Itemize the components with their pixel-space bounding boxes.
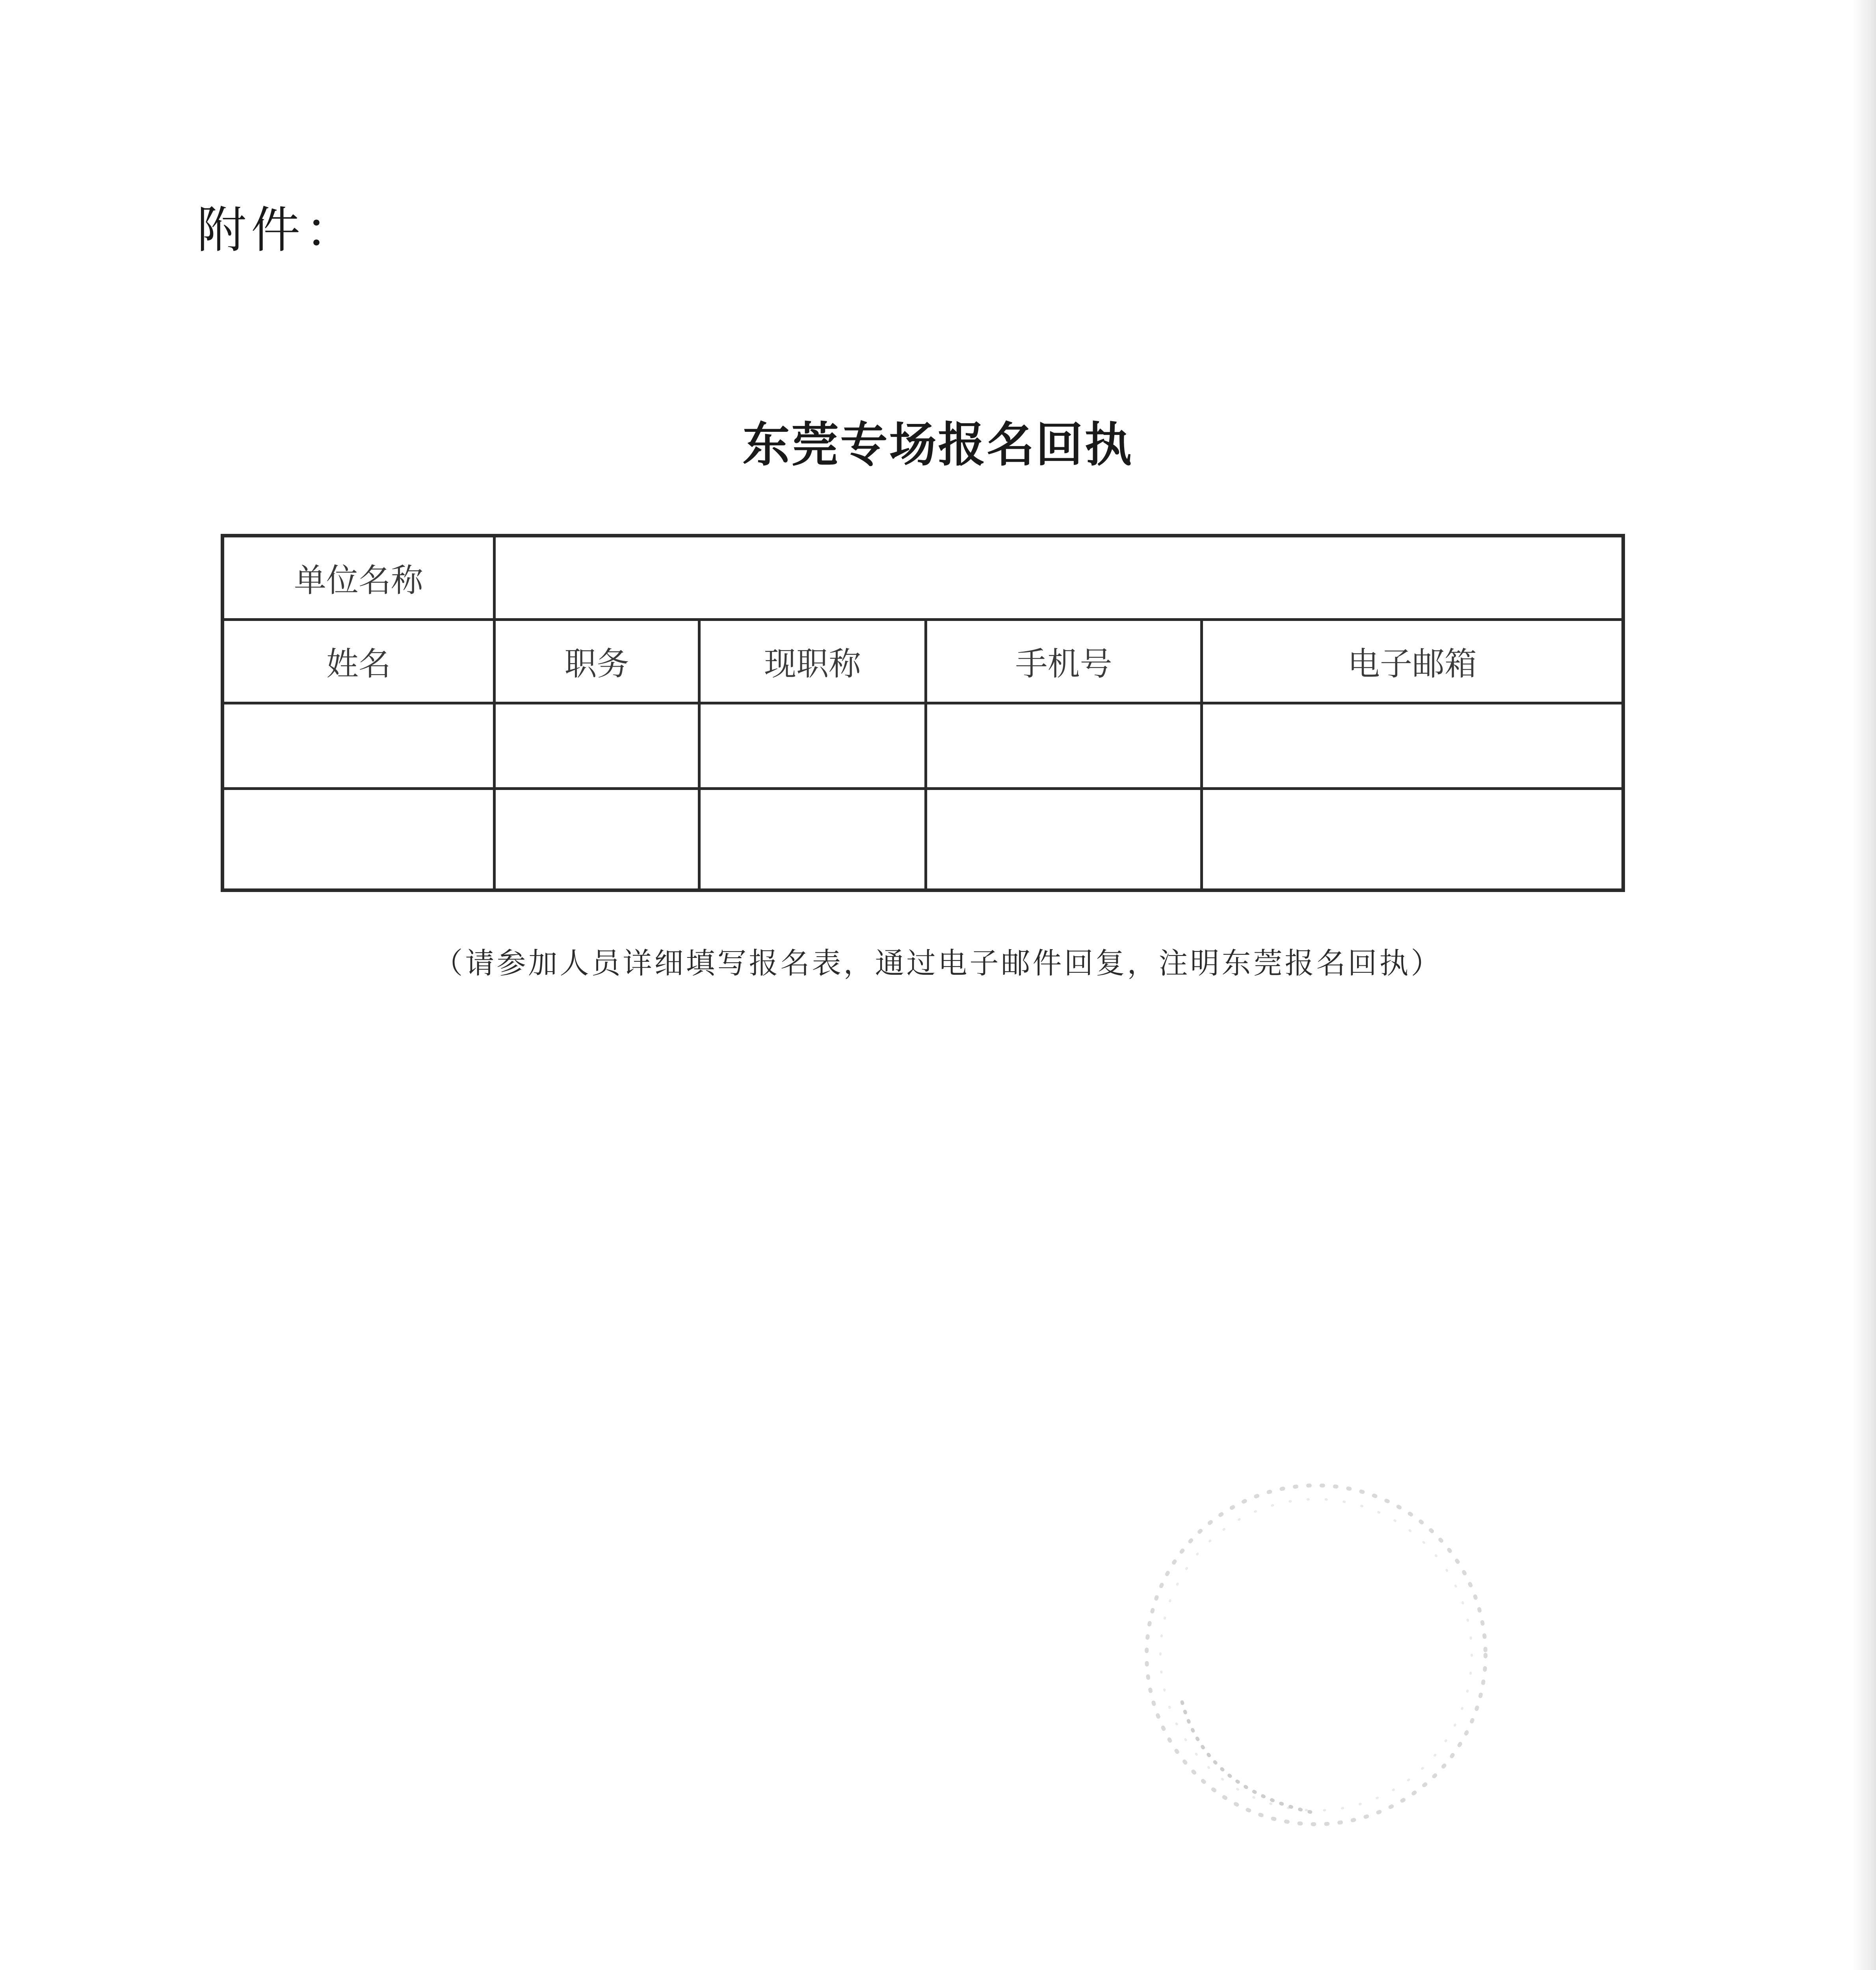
email-cell[interactable] [1202, 789, 1623, 890]
position-cell[interactable] [495, 703, 699, 789]
form-instruction-note: （请参加人员详细填写报名表，通过电子邮件回复，注明东莞报名回执） [433, 946, 1443, 980]
table-row-unit [223, 536, 1623, 620]
faded-circular-seal-icon [1127, 1466, 1505, 1844]
attachment-label: 附件： [197, 202, 359, 259]
phone-cell[interactable] [926, 703, 1202, 789]
registration-form-table [221, 534, 1625, 892]
column-header-email: 电子邮箱 [1202, 620, 1623, 703]
form-title: 东莞专场报名回执 [742, 418, 1134, 472]
title-cell[interactable] [699, 789, 926, 890]
title-cell[interactable] [699, 703, 926, 789]
page-edge-shadow [1852, 0, 1876, 1970]
unit-name-field[interactable] [495, 536, 1623, 620]
position-cell[interactable] [495, 789, 699, 890]
name-cell[interactable] [223, 789, 495, 890]
column-header-position: 职务 [495, 620, 699, 703]
column-header-title: 现职称 [699, 620, 926, 703]
table-header-row [223, 620, 1623, 703]
unit-name-label: 单位名称 [223, 536, 495, 620]
table-row [223, 789, 1623, 890]
table-row [223, 703, 1623, 789]
name-cell[interactable] [223, 703, 495, 789]
phone-cell[interactable] [926, 789, 1202, 890]
column-header-phone: 手机号 [926, 620, 1202, 703]
email-cell[interactable] [1202, 703, 1623, 789]
column-header-name: 姓名 [223, 620, 495, 703]
